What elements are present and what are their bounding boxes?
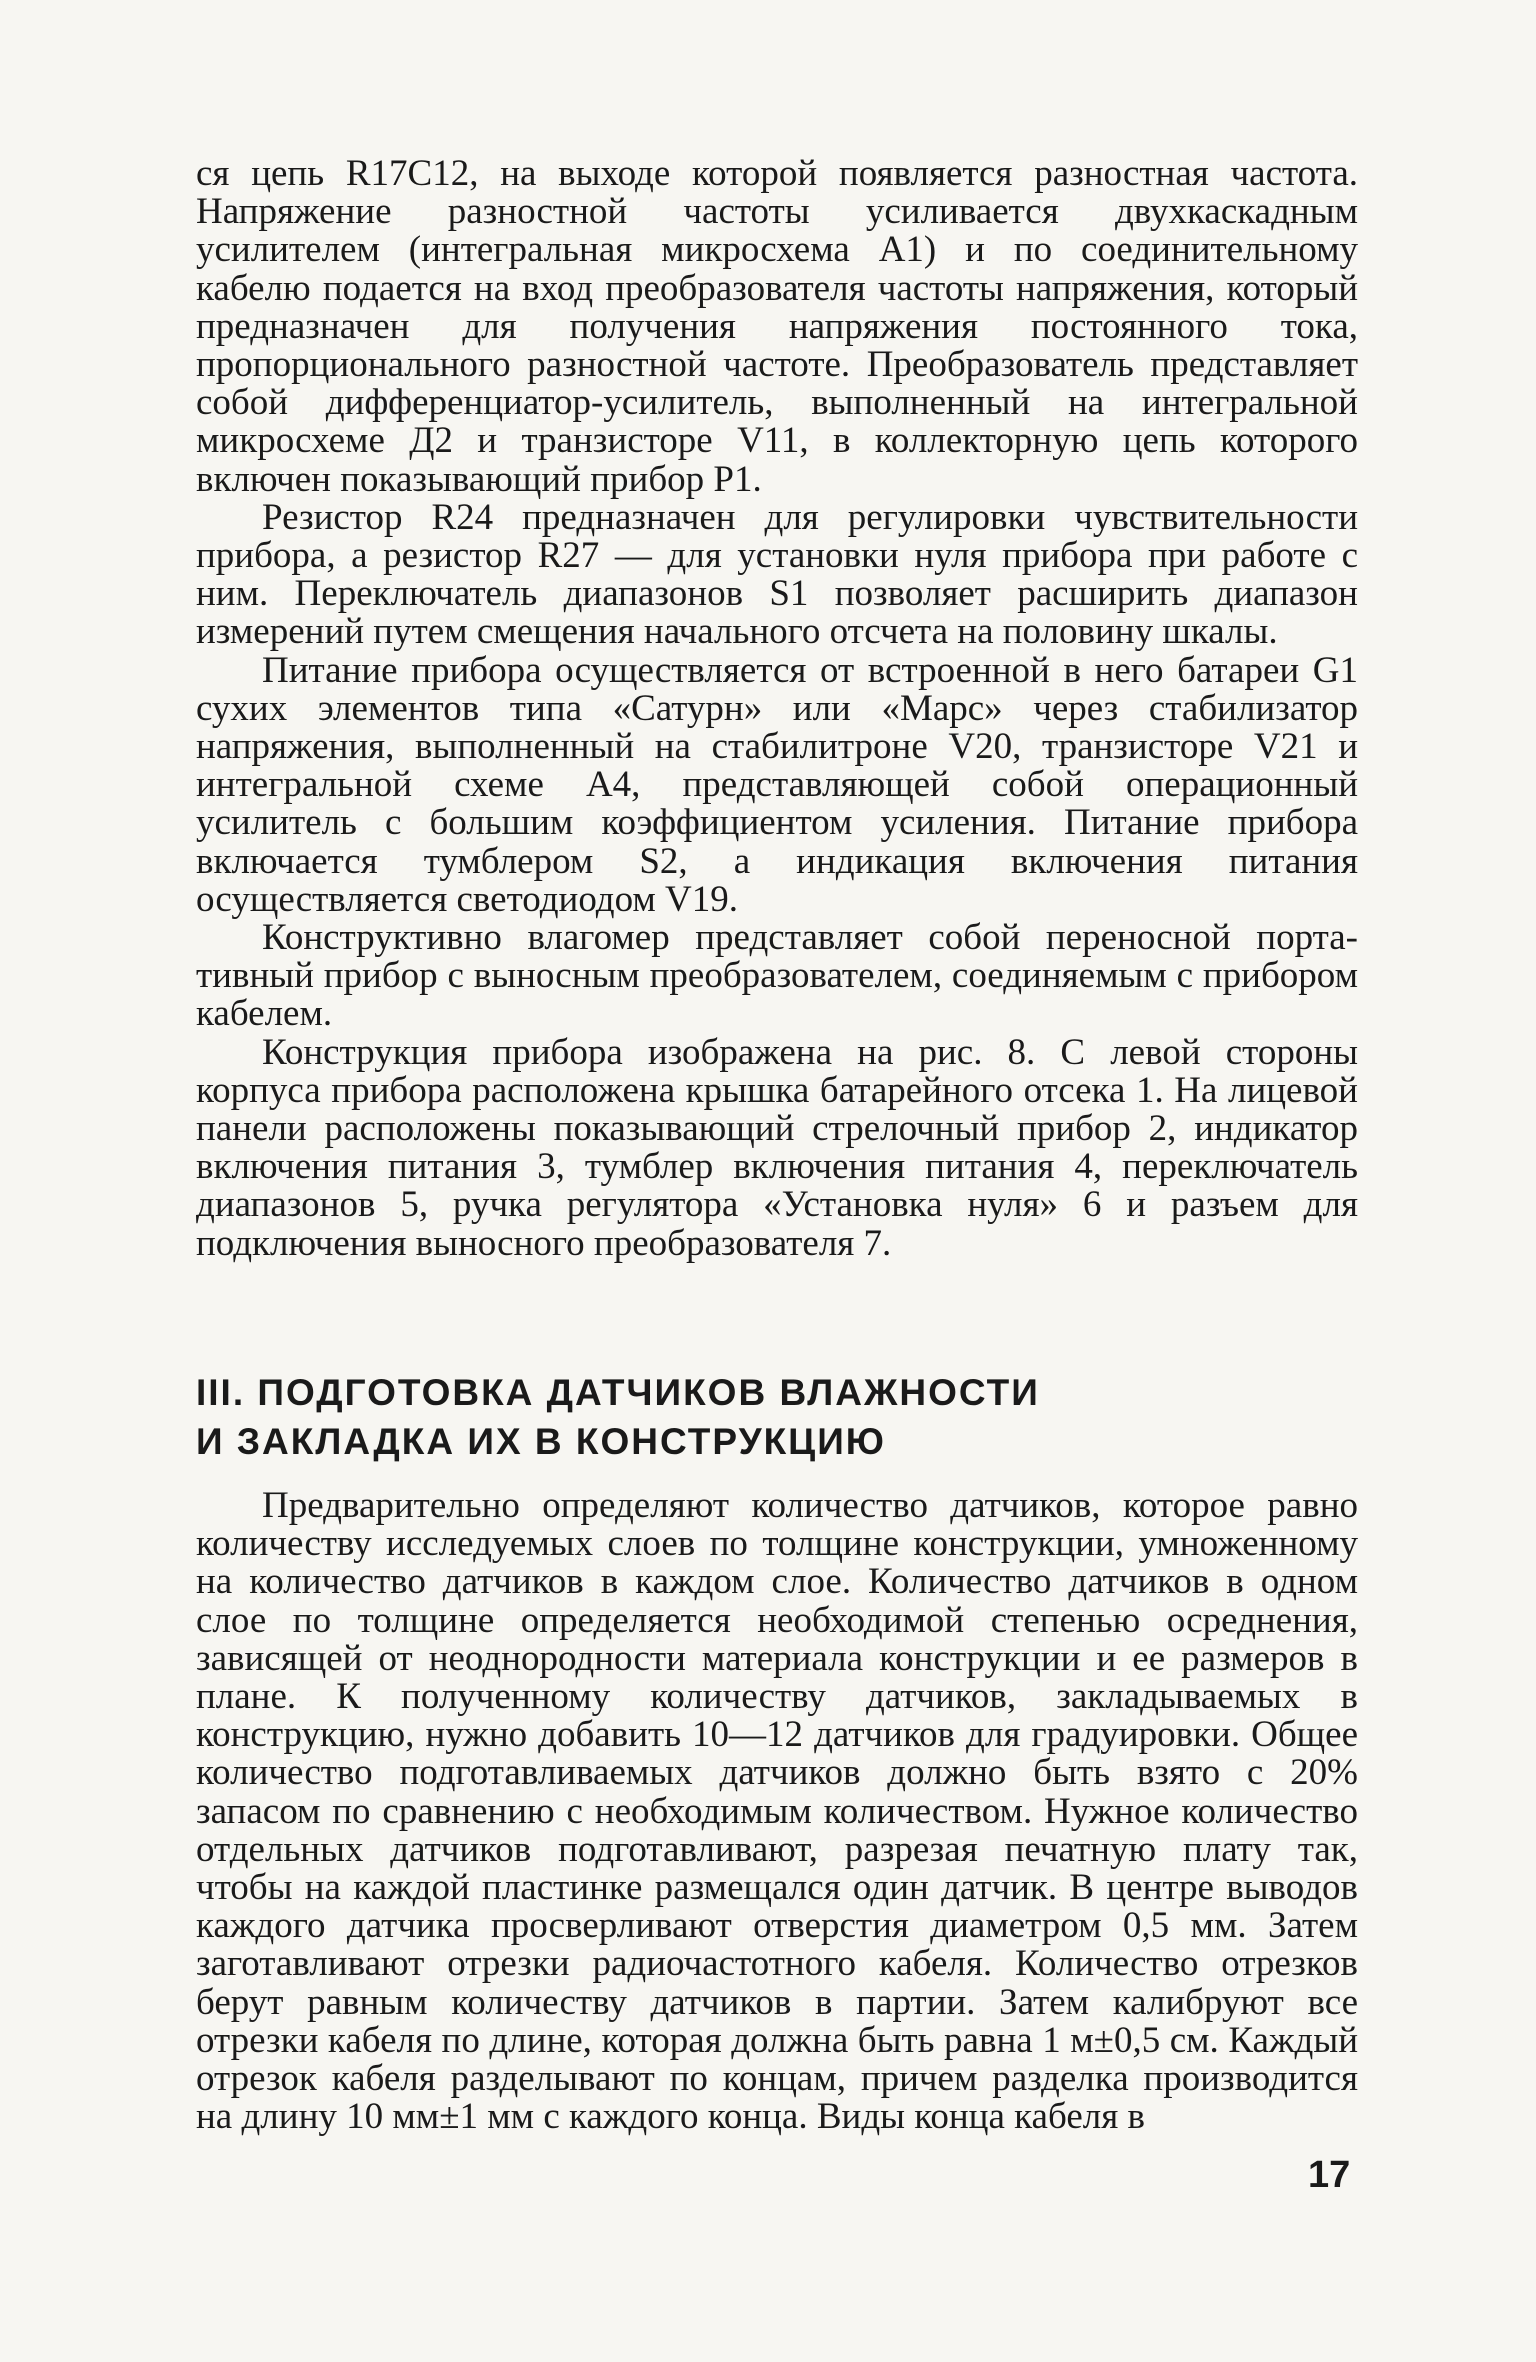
paragraph-construction: Конструкция прибора изображена на рис. 8. С левой стороны корпуса прибора расположена крышка батарейного отсека 1. На лицевой панели расположены показывающий стрелочный прибор 2, индикатор включения питания 3, тумблер включения питания 4, переключатель диапазонов 5, ручка регулятора «Установка нуля» 6 и разъем для подключения выносного преобразователя 7. bbox=[196, 1031, 1358, 1264]
paragraph-resistors: Резистор R24 предназначен для регулировки чувствительности прибора, а резистор R27 — для установки нуля прибора при работе с ним. Переключатель диапазонов S1 позволяет расширить диапазон измерений путем смещения начального отсчета на половину шкалы. bbox=[196, 496, 1358, 653]
paragraph-power-supply: Питание прибора осуществляется от встроенной в него батареи G1 сухих элементов типа «Сатурн» или «Марс» через стабилизатор напряжения, выполненный на стабилитроне V20, транзисторе V21 и интегральной схеме A4, представляющей собой операционный усилитель с большим коэффициентом усиления. Питание прибора включается тумблером S2, а индикация включения питания осуществляется светодиодом V19. bbox=[196, 649, 1358, 920]
text-column bbox=[196, 155, 1358, 1263]
paragraph-design: Конструктивно влагомер представляет собой переносной портативный прибор с выносным преобразователем, соединяемым с прибором кабелем. bbox=[196, 917, 1358, 1035]
paragraph-sensor-preparation: Предварительно определяют количество датчиков, которое равно количеству исследуемых слоев по толщине конструкции, умноженному на количество датчиков в каждом слое. Количество датчиков в одном слое по толщине определяется необходимой степенью осреднения, зависящей от неоднородности материала конструкции и ее размеров в плане. К полученному количеству датчиков, закладываемых в конструкцию, нужно добавить 10—12 датчиков для градуировки. Общее количество подготавливаемых датчиков должно быть взято с 20% запасом по сравнению с необходимым количеством. Нужное количество отдельных датчиков подготавливают, разрезая печатную плату так, чтобы на каждой пластинке размещался один датчик. В центре выводов каждого датчика просверливают отверстия диаметром 0,5 мм. Затем заготавливают отрезки радиочастотного кабеля. Количество отрезков берут равным количеству датчиков в партии. Затем калибруют все отрезки кабеля по длине, которая должна быть равна 1 м±0,5 см. Каждый отрезок кабеля разделывают по концам, причем разделка производится на длину 10 мм±1 мм с каждого конца. Виды конца кабеля в bbox=[196, 1485, 1358, 2138]
section-heading-line-2: И ЗАКЛАДКА ИХ В КОНСТРУКЦИЮ bbox=[196, 1421, 886, 1462]
section-heading bbox=[196, 1368, 1358, 1466]
paragraph-continuation: ся цепь R17C12, на выходе которой появляется разностная частота. Напряжение разностной частоты усиливается двухкаскадным усилителем (интегральная микросхема A1) и по соединительному кабелю подается на вход преобразователя частоты напряжения, который предназначен для получения напряжения постоянного тока, пропорционального разностной частоте. Преобразователь представляет собой дифференциатор-усилитель, выполненный на интегральной микросхеме Д2 и транзисторе V11, в коллекторную цепь которого включен показывающий прибор P1. bbox=[196, 153, 1358, 500]
page-number: 17 bbox=[1308, 2154, 1351, 2196]
section-body bbox=[196, 1487, 1358, 2136]
section-heading-line-1: III. ПОДГОТОВКА ДАТЧИКОВ ВЛАЖНОСТИ bbox=[196, 1372, 1040, 1413]
